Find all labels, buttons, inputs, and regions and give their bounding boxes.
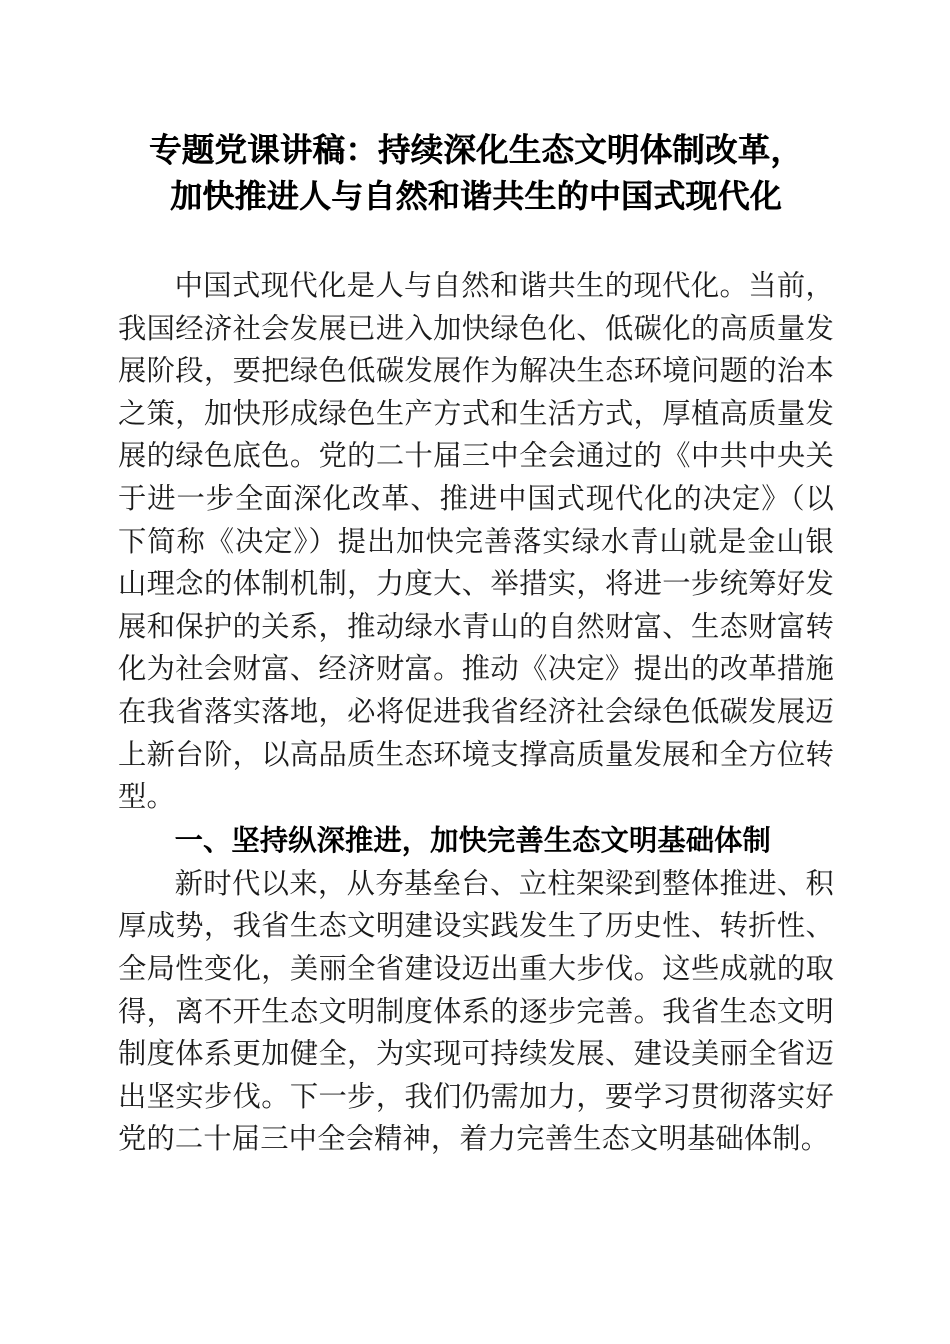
- document-title-line-1: 专题党课讲稿：持续深化生态文明体制改革，: [148, 130, 803, 169]
- body-paragraph-1: 中国式现代化是人与自然和谐共生的现代化。当前，我国经济社会发展已进入加快绿色化、低碳化的高质量发展阶段，要把绿色低碳发展作为解决生态环境问题的治本之策，加快形成绿色生产方式和生活方式，厚植高质量发展的绿色底色。党的二十届三中全会通过的《中共中央关于进一步全面深化改革、推进中国式现代化的决定》（以下简称《决定》）提出加快完善落实绿水青山就是金山银山理念的体制机制，力度大、举措实，将进一步统筹好发展和保护的关系，推动绿水青山的自然财富、生态财富转化为社会财富、经济财富。推动《决定》提出的改革措施在我省落实落地，必将促进我省经济社会绿色低碳发展迈上新台阶，以高品质生态环境支撑高质量发展和全方位转型。: [118, 269, 834, 814]
- document-title-line-2: 加快推进人与自然和谐共生的中国式现代化: [170, 177, 782, 215]
- section-heading-1: 一、坚持纵深推进，加快完善生态文明基础体制: [174, 823, 771, 857]
- body-paragraph-2: 新时代以来，从夯基垒台、立柱架梁到整体推进、积厚成势，我省生态文明建设实践发生了历史性、转折性、全局性变化，美丽全省建设迈出重大步伐。这些成就的取得，离不开生态文明制度体系的逐步完善。我省生态文明制度体系更加健全，为实现可持续发展、建设美丽全省迈出坚实步伐。下一步，我们仍需加力，要学习贯彻落实好党的二十届三中全会精神，着力完善生态文明基础体制。: [118, 866, 834, 1156]
- document-title: [118, 0, 834, 220]
- document-content-column: [118, 0, 834, 1161]
